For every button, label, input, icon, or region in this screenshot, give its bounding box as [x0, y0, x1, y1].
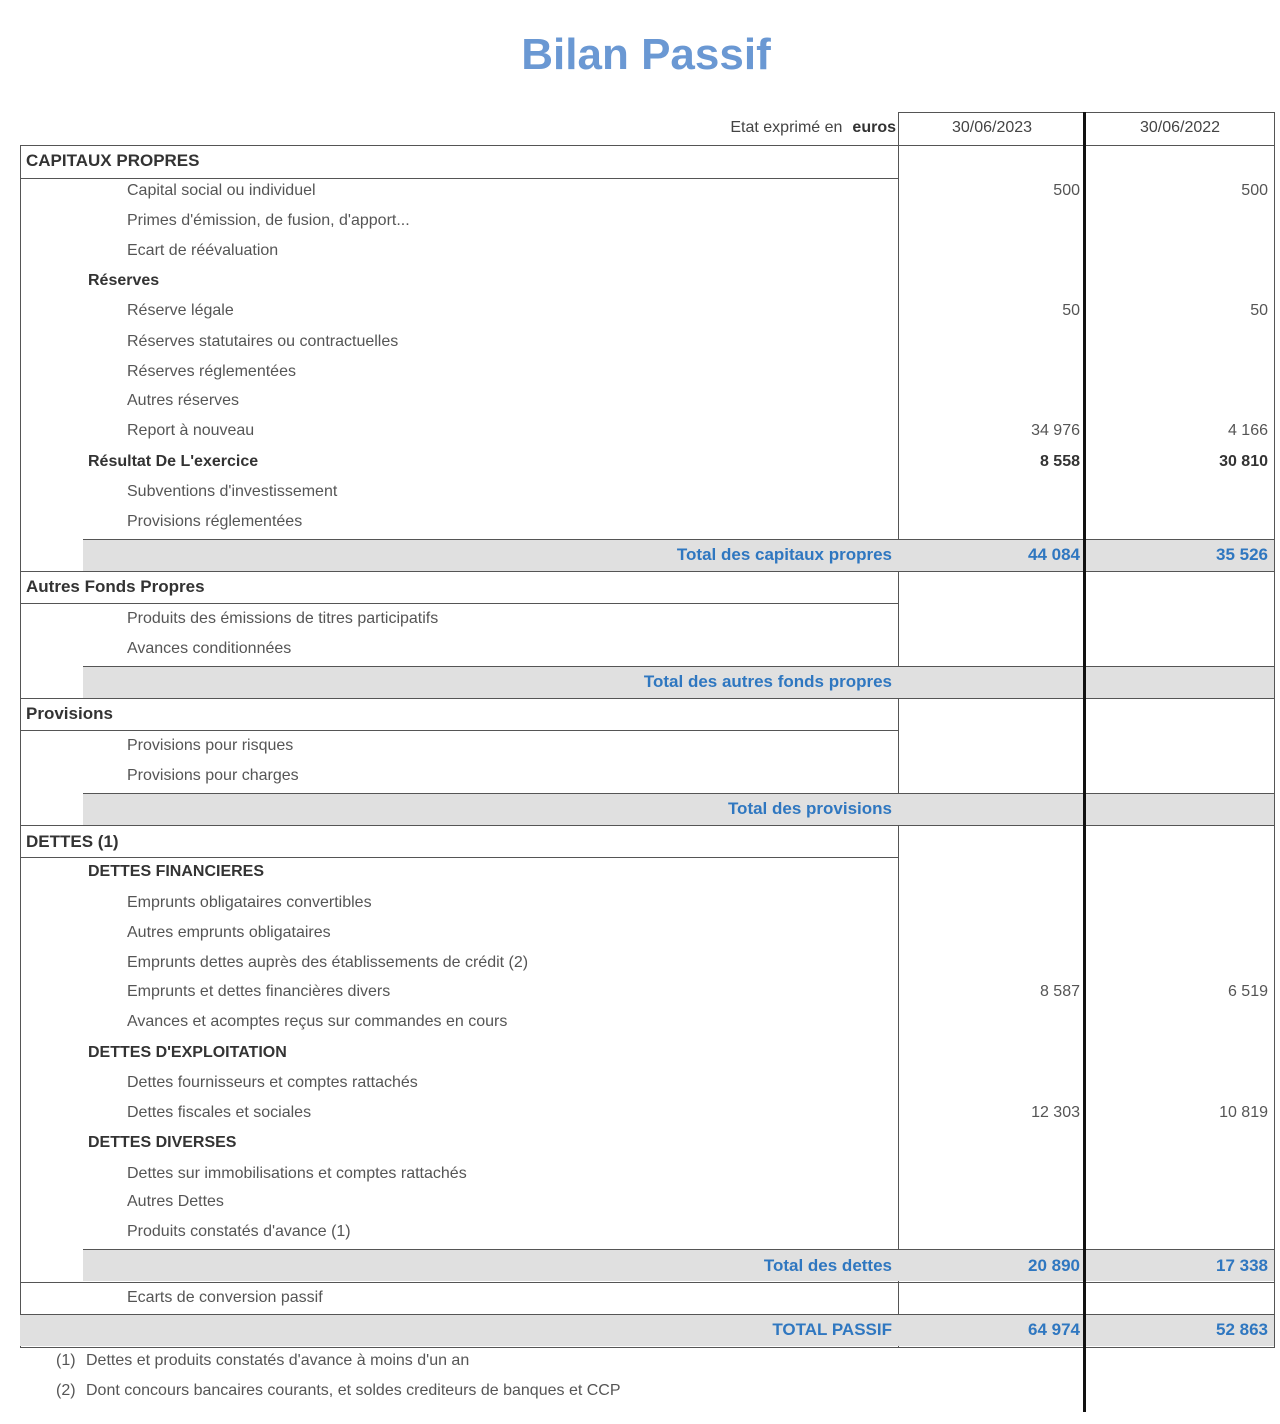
row-label: DETTES D'EXPLOITATION	[88, 1044, 287, 1061]
value-2023	[898, 236, 1080, 266]
value-2022: 30 810	[1219, 453, 1268, 470]
footnote-number: (2)	[56, 1382, 76, 1399]
page-title: Bilan Passif	[521, 30, 771, 79]
value-2023	[898, 857, 1080, 887]
row-label: Produits constatés d'avance (1)	[127, 1223, 351, 1240]
total-value-2023: 44 084	[1028, 545, 1080, 564]
value-2022	[1086, 327, 1268, 357]
value-2022: 4 166	[1227, 422, 1268, 439]
total-label: TOTAL PASSIF	[772, 1320, 892, 1339]
total-label: Total des provisions	[727, 799, 892, 818]
balance-sheet-table	[20, 112, 1276, 1412]
value-2022: 10 819	[1219, 1104, 1268, 1121]
value-2023	[898, 888, 1080, 918]
total-label: Total des autres fonds propres	[643, 672, 892, 691]
footnote-text: Dettes et produits constatés d'avance à moins d'un an	[86, 1352, 470, 1369]
value-2023	[898, 761, 1080, 791]
row-label: Subventions d'investissement	[127, 483, 338, 500]
row-label: Primes d'émission, de fusion, d'apport...	[127, 212, 410, 229]
total-value-2022: 17 338	[1216, 1256, 1268, 1275]
row-label: Réserves statutaires ou contractuelles	[127, 333, 399, 350]
row-label: DETTES FINANCIERES	[88, 863, 265, 880]
footnote-text: Dont concours bancaires courants, et soldes crediteurs de banques et CCP	[86, 1382, 621, 1399]
column-header-2022: 30/06/2022	[1139, 119, 1221, 136]
value-2023	[898, 206, 1080, 236]
total-value-2022: 35 526	[1216, 545, 1268, 564]
value-2023: 50	[1062, 302, 1080, 319]
value-2022	[1086, 761, 1268, 791]
row-label: Report à nouveau	[127, 422, 255, 439]
value-2023	[898, 386, 1080, 416]
value-2023	[898, 1068, 1080, 1098]
row-label: Résultat De L'exercice	[88, 453, 259, 470]
value-2023: 500	[1053, 182, 1080, 199]
value-2023	[898, 604, 1080, 634]
value-2023	[898, 357, 1080, 387]
unit-label: Etat exprimé en	[730, 119, 843, 136]
header-top-line	[898, 112, 1274, 113]
year-column-separator	[1083, 112, 1086, 1412]
value-2023: 8 558	[1039, 453, 1080, 470]
row-label: Autres Dettes	[127, 1193, 224, 1210]
section-title: DETTES (1)	[26, 832, 119, 851]
value-2023: 12 303	[1031, 1104, 1080, 1121]
value-2023	[898, 1217, 1080, 1247]
total-value-2022	[1086, 793, 1268, 825]
value-2023	[898, 1187, 1080, 1217]
footnote-number: (1)	[56, 1352, 76, 1369]
column-header-2023: 30/06/2023	[951, 119, 1033, 136]
value-2022	[1086, 386, 1268, 416]
value-2023	[898, 1128, 1080, 1158]
value-2023	[898, 731, 1080, 761]
total-label: Total des capitaux propres	[676, 545, 892, 564]
total-value-2023	[898, 793, 1080, 825]
value-2022	[1086, 918, 1268, 948]
row-label: Dettes sur immobilisations et comptes rattachés	[127, 1165, 467, 1182]
value-2022	[1086, 888, 1268, 918]
row-label: Réserves réglementées	[127, 363, 296, 380]
row-label: Dettes fournisseurs et comptes rattachés	[127, 1074, 418, 1091]
value-2022	[1086, 634, 1268, 664]
row-label: Emprunts et dettes financières divers	[127, 983, 391, 1000]
value-2022	[1086, 604, 1268, 634]
value-2023	[898, 327, 1080, 357]
value-2022	[1086, 1217, 1268, 1247]
total-value-2022	[1086, 666, 1268, 698]
value-2023	[898, 1283, 1080, 1313]
row-label: Provisions réglementées	[127, 513, 303, 530]
row-label: Autres emprunts obligataires	[127, 924, 331, 941]
row-label: DETTES DIVERSES	[88, 1134, 237, 1151]
row-label: Autres réserves	[127, 392, 240, 409]
section-title: Autres Fonds Propres	[26, 577, 205, 596]
value-2022	[1086, 1007, 1268, 1037]
row-label: Emprunts dettes auprès des établissements de crédit (2)	[127, 954, 529, 971]
value-2022: 6 519	[1227, 983, 1268, 1000]
row-label: Ecarts de conversion passif	[127, 1289, 323, 1306]
value-2023: 8 587	[1039, 983, 1080, 1000]
total-value-2023	[898, 666, 1080, 698]
value-2023	[898, 948, 1080, 978]
value-2022	[1086, 236, 1268, 266]
value-2022	[1086, 857, 1268, 887]
section-title: CAPITAUX PROPRES	[26, 151, 200, 170]
value-2023	[898, 1007, 1080, 1037]
value-2023	[898, 918, 1080, 948]
row-label: Avances conditionnées	[127, 640, 292, 657]
value-2023	[898, 1159, 1080, 1189]
value-2022	[1086, 507, 1268, 537]
row-label: Ecart de réévaluation	[127, 242, 279, 259]
row-label: Provisions pour charges	[127, 767, 299, 784]
row-label: Produits des émissions de titres participatifs	[127, 610, 439, 627]
value-2023	[898, 266, 1080, 296]
footnote	[56, 1352, 469, 1370]
value-2022: 50	[1250, 302, 1268, 319]
total-value-2023: 64 974	[1028, 1320, 1080, 1339]
value-2022: 500	[1241, 182, 1268, 199]
row-label: Avances et acomptes reçus sur commandes en cours	[127, 1013, 508, 1030]
total-value-2022: 52 863	[1216, 1320, 1268, 1339]
row-label: Réserve légale	[127, 302, 234, 319]
row-label: Provisions pour risques	[127, 737, 294, 754]
right-border	[1274, 112, 1275, 1348]
value-2023	[898, 507, 1080, 537]
row-label: Réserves	[88, 272, 160, 289]
value-2023	[898, 1038, 1080, 1068]
row-label: Dettes fiscales et sociales	[127, 1104, 312, 1121]
unit-header	[20, 112, 896, 144]
value-2022	[1086, 206, 1268, 236]
section-title: Provisions	[26, 704, 113, 723]
value-2023	[898, 477, 1080, 507]
value-2022	[1086, 477, 1268, 507]
value-2022	[1086, 1038, 1268, 1068]
value-2022	[1086, 1159, 1268, 1189]
value-2022	[1086, 357, 1268, 387]
value-2022	[1086, 1283, 1268, 1313]
value-2022	[1086, 948, 1268, 978]
value-2022	[1086, 731, 1268, 761]
value-2023	[898, 634, 1080, 664]
value-2022	[1086, 1128, 1268, 1158]
value-2022	[1086, 1187, 1268, 1217]
value-2022	[1086, 266, 1268, 296]
row-label: Emprunts obligataires convertibles	[127, 894, 372, 911]
value-2023: 34 976	[1031, 422, 1080, 439]
total-label: Total des dettes	[763, 1256, 892, 1275]
row-label: Capital social ou individuel	[127, 182, 316, 199]
total-value-2023: 20 890	[1028, 1256, 1080, 1275]
value-2022	[1086, 1068, 1268, 1098]
unit-value: euros	[852, 119, 896, 136]
footnote	[56, 1382, 621, 1400]
